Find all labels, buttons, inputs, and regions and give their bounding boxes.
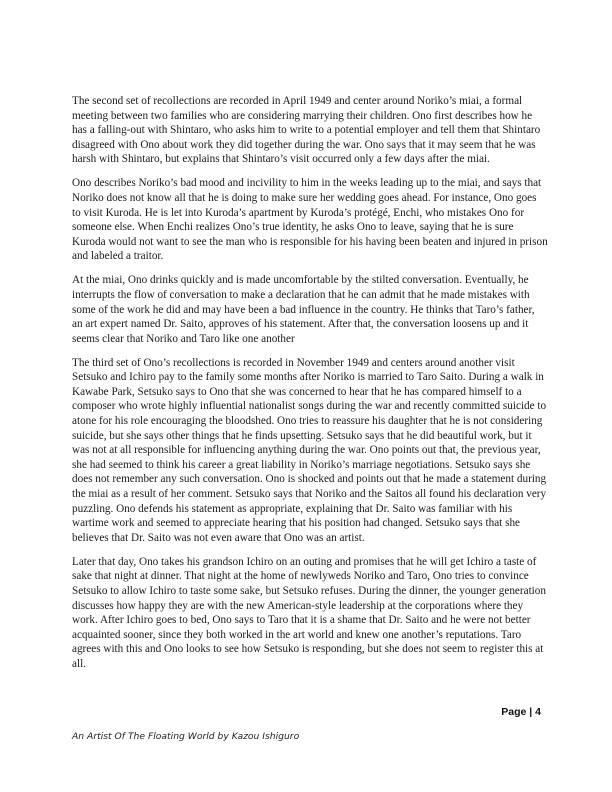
text-line: Kawabe Park, Setsuko says to Ono that she was concerned to hear that he has compared himself to a (72, 385, 522, 398)
text-line: atone for his role encouraging the bloodshed. Ono tries to reassure his daughter that he is not considering (72, 415, 543, 428)
text-line: discusses how happy they are with the new American-style leadership at the corporations where they (72, 599, 524, 612)
text-line: suicide, but she says other things that he finds upsetting. Setsuko says that he did beautiful work, but it (72, 429, 532, 442)
text-line: believes that Dr. Saito was not even aware that Ono was an artist. (72, 531, 365, 544)
text-line: interrupts the flow of conversation to make a declaration that he can admit that he made mistakes with (72, 288, 530, 301)
text-line: The third set of Ono’s recollections is recorded in November 1949 and centers around another visit (72, 356, 515, 369)
text-line: an art expert named Dr. Saito, approves of his statement. After that, the conversation loosens up and it (72, 318, 529, 331)
paragraph (72, 273, 547, 346)
footer-title: An Artist Of The Floating World by Kazou Ishiguro (72, 731, 300, 742)
text-line: someone else. When Enchi realizes Ono’s true identity, he asks Ono to leave, saying that he is sure (72, 221, 514, 234)
paragraph (72, 94, 547, 167)
text-line: work. After Ichiro goes to bed, Ono says to Taro that it is a shame that Dr. Saito and he were not better (72, 614, 531, 627)
text-line: sake that night at dinner. That night at the home of newlyweds Noriko and Taro, Ono tries to convince (72, 570, 529, 583)
text-line: disagreed with Ono about work they did together during the war. Ono says that it may seem that he was (72, 138, 536, 151)
text-line: has a falling-out with Shintaro, who asks him to write to a potential employer and tell them that Shintaro (72, 124, 541, 137)
text-line: some of the work he did and may have been a bad influence in the country. He thinks that Taro’s father, (72, 303, 535, 316)
text-line: was not at all responsible for influencing anything during the war. Ono points out that, the previous year, (72, 444, 541, 457)
text-line: The second set of recollections are recorded in April 1949 and center around Noriko’s miai, a formal (72, 95, 523, 107)
text-line: all. (72, 657, 86, 670)
text-line: she had seemed to think his career a great liability in Noriko’s marriage negotiations. Setsuko says she (72, 458, 531, 471)
text-line: puzzling. Ono defends his statement as appropriate, explaining that Dr. Saito was familiar with his (72, 502, 513, 515)
text-line: Setsuko and Ichiro pay to the family some months after Noriko is married to Taro Saito. During a walk in (72, 371, 544, 384)
text-line: harsh with Shintaro, but explains that Shintaro’s visit occurred only a few days after the miai. (72, 153, 490, 166)
paragraph (72, 356, 547, 546)
document-body (72, 94, 547, 681)
text-line: meeting between two families who are considering marrying their children. Ono first describes how he (72, 109, 533, 122)
paragraph (72, 176, 547, 264)
text-line: agrees with this and Ono looks to see how Setsuko is responding, but she does not seem to register this at (72, 643, 544, 656)
text-line: wartime work and seemed to appreciate hearing that his position had changed. Setsuko says that she (72, 517, 520, 530)
paragraph (72, 555, 547, 672)
text-line: does not remember any such conversation. Ono is shocked and points out that he made a statement during (72, 473, 547, 486)
text-line: composer who wrote highly influential nationalist songs during the war and recently committed suicide to (72, 400, 547, 413)
text-line: Setsuko to allow Ichiro to taste some sake, but Setsuko refuses. During the dinner, the younger generation (72, 584, 546, 597)
text-line: At the miai, Ono drinks quickly and is made uncomfortable by the stilted conversation. Eventually, he (72, 274, 529, 287)
text-line: to visit Kuroda. He is let into Kuroda’s apartment by Kuroda’s protégé, Enchi, who mistakes Ono for (72, 206, 525, 219)
page-number: Page | 4 (501, 706, 541, 718)
text-line: acquainted sooner, since they both worked in the art world and knew one another’s reputations. Taro (72, 628, 522, 641)
text-line: the miai as a result of her comment. Setsuko says that Noriko and the Saitos all found his declaration very (72, 488, 547, 501)
text-line: Ono describes Noriko’s bad mood and incivility to him in the weeks leading up to the miai, and says that (72, 177, 542, 190)
text-line: Kuroda would not want to see the man who is responsible for his having been beaten and injured in prison (72, 235, 548, 248)
text-line: seems clear that Noriko and Taro like one another (72, 332, 295, 345)
text-line: Noriko does not know all that he is doing to make sure her wedding goes ahead. For instance, Ono goes (72, 191, 537, 204)
text-line: Later that day, Ono takes his grandson Ichiro on an outing and promises that he will get Ichiro a taste of (72, 555, 537, 568)
text-line: and labeled a traitor. (72, 250, 164, 263)
